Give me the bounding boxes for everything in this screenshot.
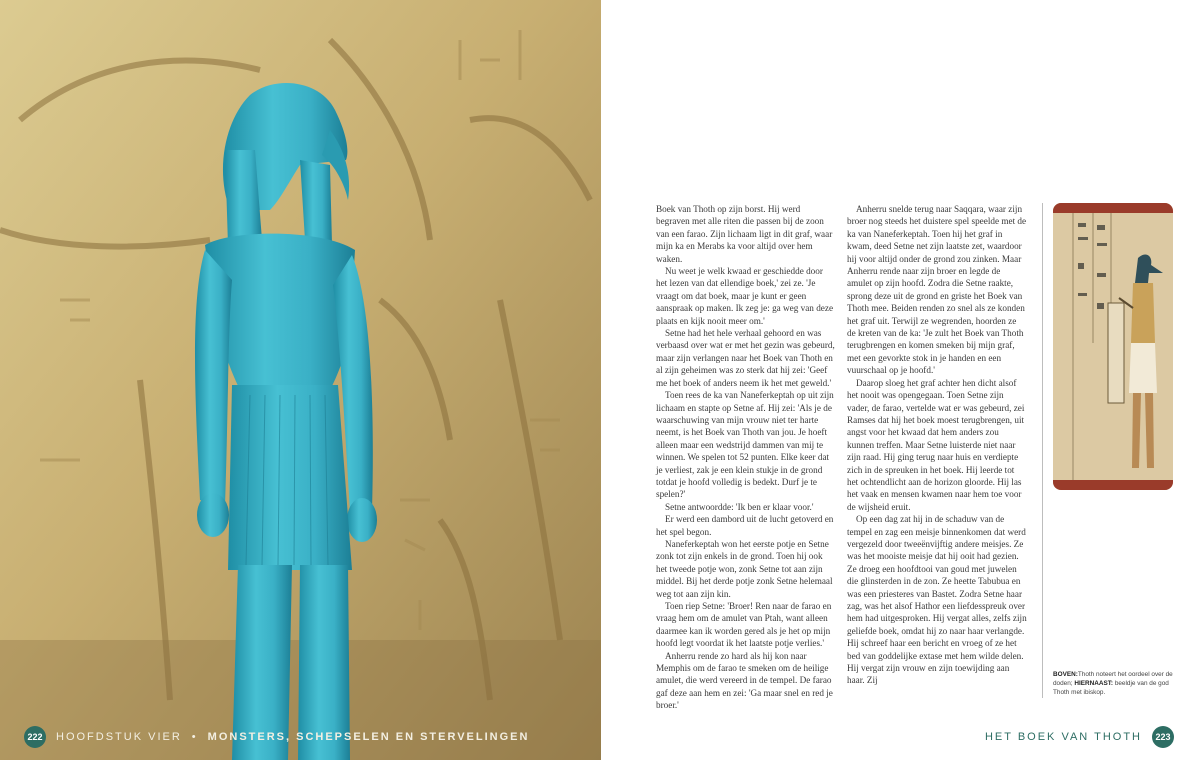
paragraph: Toen riep Setne: 'Broer! Ren naar de farao en vraag hem om de amulet van Ptah, want alleen daarmee kan ik worden gered als je het op mijn hoofd legt voordat ik het laatste potje verlies.' (656, 601, 832, 649)
caption-text-top: Thoth noteert het oordeel over de doden; (1053, 671, 1173, 687)
caption-label-top: BOVEN: (1053, 671, 1078, 678)
paragraph: Daarop sloeg het graf achter hen dicht alsof het nooit was opengegaan. Toen Setne zijn vader, de farao, vertelde wat er was gebeurd, zei Ramses dat hij het boek moest terugbrengen, uit angst voor het kwaad dat hem anders zou kunnen treffen. Maar Setne luisterde niet naar zijn raad. Hij ging terug naar huis en verdiepte zich in de spreuken in het boek. Hij leerde tot het ochtendlicht aan de horizon gloorde. Hij las het vaak en mensen kwamen naar hem toe voor de wijsheid eruit. (847, 377, 1025, 512)
left-page-footer (24, 726, 529, 748)
footer-separator: • (191, 731, 198, 743)
page-number-right: 223 (1152, 726, 1174, 748)
papyrus-image (1053, 203, 1173, 490)
page-number-left: 222 (24, 726, 46, 748)
paragraph: Setne had het hele verhaal gehoord en was verbaasd over wat er met het gezin was gebeurd, maar zijn verlangen naar het Boek van Thoth en al zijn geheimen was zo sterk dat hij zei: 'Geef me het boek of anders neem ik het met geweld.' (656, 328, 835, 388)
paragraph: Anherru rende zo hard als hij kon naar Memphis om de farao te smeken om de heilige amulet, die werd vereerd in de tempel. De farao gaf deze aan hem en zei: 'Ga maar snel en red je broer.' (656, 650, 833, 711)
running-title: HET BOEK VAN THOTH (984, 731, 1142, 743)
thoth-papyrus-illustration (1053, 203, 1173, 490)
paragraph: Setne antwoordde: 'Ik ben er klaar voor.' (665, 501, 814, 512)
paragraph: Op een dag zat hij in de schaduw van de tempel en zag een meisje binnenkomen dat werd vergezeld door tweeënvijftig andere meisjes. Ze was het mooiste meisje dat hij ooit had gezien. Ze droeg een hoofdtooi van goud met juwelen die glinsterden in de zon. Ze heette Tabubua en was een priesteres van Bastet. Zodra Setne haar zag, was het alsof Hathor een liefdesspreuk over hem had uitgesproken. Hij vergat alles, zelfs zijn geliefde boek, omdat hij zo naar haar verlangde. Hij schreef haar een bericht en vroeg of ze het bed van goddelijke extase met hem wilde delen. Hij vergat zijn vrouw en zijn toewijding aan haar. Zij (847, 514, 1027, 686)
paragraph: Er werd een dambord uit de lucht getoverd en het spel begon. (656, 514, 834, 537)
paragraph: Nu weet je welk kwaad er geschiedde door het lezen van dat ellendige boek,' zei ze. 'Je vraagt om dat boek, maar je kunt er geen aanspraak op maken. Ik zeg je: ga weg van deze plaats en kijk nooit meer om.' (656, 266, 834, 326)
text-column-2 (847, 203, 1027, 687)
paragraph: Toen rees de ka van Naneferkeptah op uit zijn lichaam en stapte op Setne af. Hij zei: 'Als je de waarschuwing van mijn vrouw niet ter harte neemt, is het Boek van Thoth van jou. Je hoeft alleen maar een wedstrijd dammen van mij te winnen. We spelen tot 52 punten. Elke keer dat je verliest, zak je een klein stukje in de grond totdat je hoofd volledig is bedekt. Durf je te spelen?' (656, 390, 834, 500)
paragraph: Naneferkeptah won het eerste potje en Setne zonk tot zijn enkels in de grond. Toen hij ook het tweede potje won, zonk Setne tot aan zijn middel. Bij het derde potje zonk Setne helemaal weg tot aan zijn kin. (656, 538, 833, 599)
image-caption (1053, 670, 1175, 697)
right-page (601, 0, 1200, 760)
caption-text-side: beeldje van de god Thoth met ibiskop. (1053, 680, 1169, 696)
right-page-footer (985, 726, 1174, 748)
paragraph: Anherru snelde terug naar Saqqara, waar zijn broer nog steeds het duistere spel speelde met de ka van Naneferkeptah. Toen hij het graf in kwam, deed Setne net zijn laatste zet, waardoor hij voor altijd onder de grond zou zinken. Maar Anherru rende naar zijn broer en legde de amulet op zijn hoofd. Zodra die Setne raakte, sprong deze uit de grond en griste het Boek van Thoth mee. Beiden renden zo snel als ze konden het graf uit. Terwijl ze wegrenden, hoorden ze de kreten van de ka: 'Je zult het Boek van Thoth terugbrengen en komen smeken bij mijn graf, met een gevorkte stok in je handen en een vuurschaal op je hoofd.' (847, 204, 1027, 376)
paragraph: Boek van Thoth op zijn borst. Hij werd begraven met alle riten die passen bij de zoon van een farao. Zijn lichaam ligt in dit graf, waar mijn ka en Merabs ka voor altijd over hem waken. (656, 204, 833, 264)
column-divider (1042, 203, 1043, 698)
chapter-label: HOOFDSTUK VIER (56, 731, 182, 743)
caption-label-side: HIERNAAST: (1074, 680, 1114, 687)
chapter-title: MONSTERS, SCHEPSELEN EN STERVELINGEN (207, 731, 530, 743)
text-column-1 (656, 203, 836, 712)
